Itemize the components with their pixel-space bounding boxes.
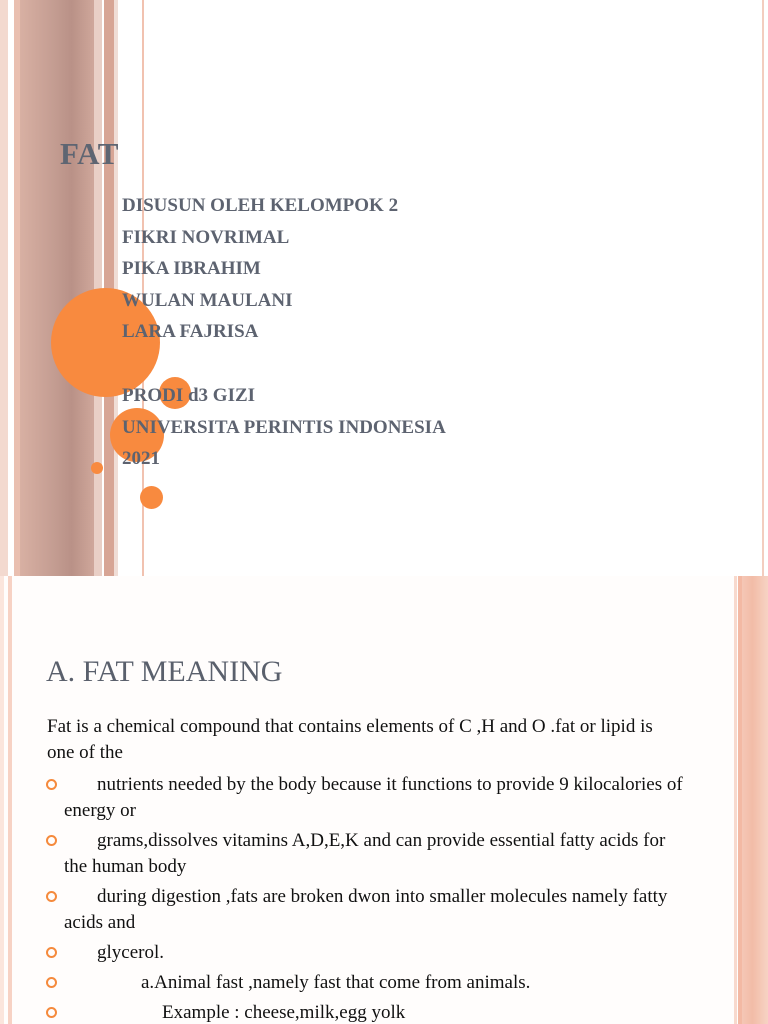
list-item-text: glycerol. [97, 942, 165, 963]
list-item-text: grams,dissolves vitamins A,D,E,K and can provide essential fatty acids for the human body [64, 830, 666, 877]
intro-paragraph: Fat is a chemical compound that contains elements of C ,H and O .fat or lipid is one of the [47, 716, 653, 763]
decorative-circle [91, 462, 103, 474]
blank-line [122, 348, 446, 380]
bullet-circle-icon [46, 947, 57, 958]
author-line: FIKRI NOVRIMAL [122, 226, 290, 248]
list-item [46, 940, 686, 966]
list-item [46, 828, 686, 880]
bullet-circle-icon [46, 1007, 57, 1018]
content-slide [0, 576, 768, 1024]
bullet-circle-icon [46, 835, 57, 846]
author-list [122, 190, 446, 475]
list-item [46, 970, 686, 996]
program-line: PRODI d3 GIZI [122, 384, 256, 406]
list-item [46, 1000, 686, 1024]
list-item [46, 772, 686, 824]
list-item-text: nutrients needed by the body because it functions to provide 9 kilocalories of energy or [64, 774, 683, 821]
decorative-stripe [742, 576, 768, 1024]
author-line: WULAN MAULANI [122, 289, 293, 311]
list-item-text: a.Animal fast ,namely fast that come from animals. [141, 972, 531, 993]
decorative-stripe [734, 576, 737, 1024]
decorative-stripe [8, 576, 12, 1024]
list-item [46, 884, 686, 936]
section-heading: A. FAT MEANING [46, 655, 283, 688]
author-line: LARA FAJRISA [122, 321, 259, 343]
university-line: UNIVERSITA PERINTIS INDONESIA [122, 416, 446, 438]
bullet-circle-icon [46, 891, 57, 902]
decorative-stripe [762, 0, 764, 576]
bullet-circle-icon [46, 779, 57, 790]
slide-title: FAT [60, 136, 119, 171]
author-line: DISUSUN OLEH KELOMPOK 2 [122, 195, 399, 216]
decorative-stripe [0, 0, 8, 576]
decorative-circle [140, 486, 163, 509]
year-line: 2021 [122, 448, 160, 470]
list-item-text: during digestion ,fats are broken dwon into smaller molecules namely fatty acids and [64, 886, 668, 933]
bullet-circle-icon [46, 977, 57, 988]
bullet-list [46, 772, 686, 1024]
author-line: PIKA IBRAHIM [122, 258, 261, 280]
decorative-stripe [0, 576, 4, 1024]
decorative-stripe [20, 0, 94, 576]
list-item-text: Example : cheese,milk,egg yolk [162, 1002, 406, 1023]
